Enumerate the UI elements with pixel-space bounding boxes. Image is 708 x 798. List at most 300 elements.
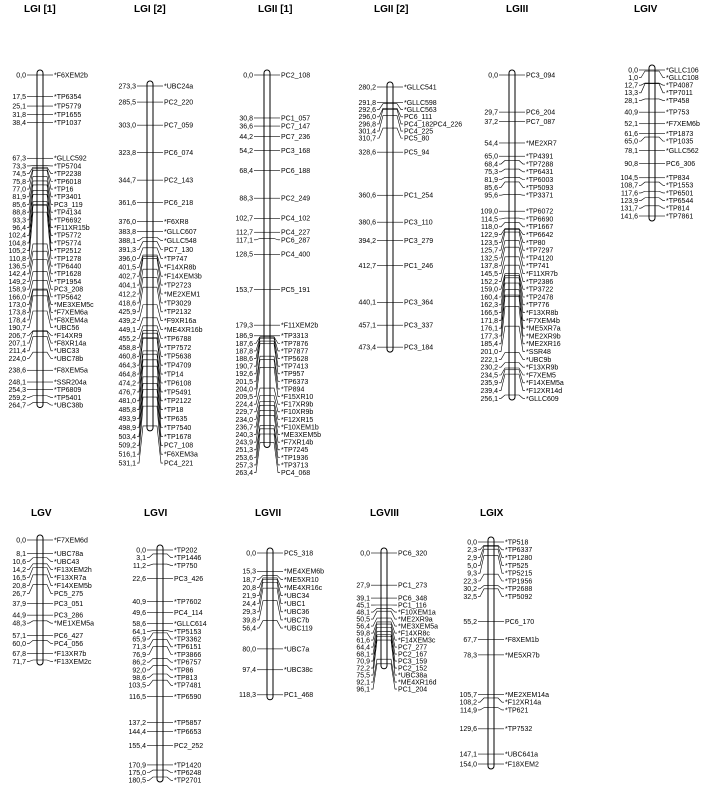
marker-position: 8,1 <box>16 550 26 558</box>
marker-name: *TP6590 <box>174 693 202 701</box>
marker-name: PC4_227 <box>281 229 311 237</box>
marker-position: 39,8 <box>242 617 256 625</box>
marker-position: 190,7 <box>8 325 26 333</box>
marker-name: *GLLC562 <box>666 147 699 155</box>
marker-name: *TP202 <box>174 547 198 555</box>
marker-name: PC7_277 <box>398 644 428 652</box>
marker-name: PC3_094 <box>526 72 556 80</box>
marker-position: 394,2 <box>358 237 376 245</box>
marker-position: 360,6 <box>358 192 376 200</box>
position-connector <box>27 311 37 328</box>
marker-name: *TP776 <box>526 302 550 310</box>
marker-name: *F12XR14d <box>526 387 563 395</box>
marker-position: 75,5 <box>356 672 370 680</box>
marker-position: 222,1 <box>480 356 498 364</box>
marker-position: 116,5 <box>129 693 146 701</box>
marker-position: 206,7 <box>8 332 26 340</box>
marker-name: *TP7540 <box>164 424 192 432</box>
marker-name: PC7_130 <box>164 246 194 254</box>
marker-name: *GLLC607 <box>164 229 197 237</box>
marker-name: *UBC36 <box>284 609 310 617</box>
marker-position: 201,0 <box>480 348 498 356</box>
marker-name: *UBC641a <box>505 751 539 759</box>
marker-name: PC4_182 <box>404 121 434 129</box>
marker-position: 145,5 <box>480 270 498 278</box>
marker-name: *TP1446 <box>174 555 202 563</box>
marker-position: 81,9 <box>484 177 498 185</box>
marker-connector <box>153 305 163 321</box>
marker-name: *TP5774 <box>54 240 82 248</box>
marker-position: 418,6 <box>118 300 136 308</box>
linkage-group-lgii-2 <box>358 4 462 352</box>
marker-name: *F14XEM3b <box>164 273 202 281</box>
marker-position: 154,0 <box>459 761 477 769</box>
marker-position: 402,7 <box>118 273 136 281</box>
marker-name: PC7_147 <box>281 123 311 131</box>
marker-name: *F10XEM1a <box>398 609 436 617</box>
marker-position: 234,0 <box>235 416 253 424</box>
marker-position: 98,6 <box>132 674 146 682</box>
marker-position: 97,4 <box>242 667 256 675</box>
marker-position: 152,2 <box>480 278 498 286</box>
position-connector <box>27 331 37 343</box>
marker-connector <box>273 575 283 579</box>
marker-name: PC2_167 <box>398 651 428 659</box>
marker-position: 404,1 <box>118 282 136 290</box>
marker-name: *UBC9b <box>526 356 552 364</box>
marker-name: *TP6373 <box>281 378 309 386</box>
marker-connector <box>273 621 283 628</box>
group-title: LGVII <box>255 508 282 519</box>
marker-position: 263,4 <box>235 469 253 477</box>
marker-position: 285,5 <box>118 99 136 107</box>
position-connector <box>27 260 37 282</box>
marker-name: *TP6757 <box>174 659 202 667</box>
marker-name: *TP6501 <box>666 190 694 198</box>
marker-position: 0,0 <box>16 537 26 545</box>
marker-position: 118,0 <box>481 224 498 232</box>
marker-name: *TP3713 <box>281 462 309 470</box>
marker-position: 118,3 <box>239 692 256 700</box>
marker-connector <box>494 586 504 589</box>
marker-name: *ME4XR16b <box>164 326 203 334</box>
marker-position: 224,4 <box>235 401 253 409</box>
marker-position: 180,5 <box>128 777 146 785</box>
marker-name: *TP6653 <box>174 728 202 736</box>
marker-name: *F13XR7a <box>54 574 87 582</box>
position-connector <box>371 664 381 689</box>
marker-position: 204,0 <box>235 386 253 394</box>
marker-position: 412,7 <box>358 262 376 270</box>
marker-position: 67,3 <box>12 155 26 163</box>
marker-name: *F11XR15b <box>54 224 90 232</box>
chromosome-bar <box>488 537 494 769</box>
marker-name: *TP1553 <box>666 182 694 190</box>
marker-name: *ME3XEM5b <box>281 431 322 439</box>
marker-position: 80,0 <box>242 646 256 654</box>
marker-name: *TP6337 <box>505 547 533 555</box>
marker-position: 291,8 <box>358 100 376 108</box>
marker-position: 0,0 <box>243 72 253 80</box>
marker-position: 25,1 <box>12 103 26 111</box>
marker-name: PC6_074 <box>164 149 194 157</box>
marker-name: *F8XEM5a <box>54 367 88 375</box>
marker-name: *TP6690 <box>526 216 554 224</box>
marker-name: *TP7877 <box>281 348 309 356</box>
marker-connector <box>655 198 665 201</box>
marker-position: 187,8 <box>235 348 253 356</box>
marker-name: *TP6151 <box>174 644 202 652</box>
position-connector <box>254 238 264 239</box>
position-connector <box>257 621 267 628</box>
marker-position: 280,2 <box>358 84 376 92</box>
marker-name: *UBC38c <box>284 667 313 675</box>
marker-position: 0,0 <box>467 539 477 547</box>
marker-connector <box>163 658 173 662</box>
marker-connector <box>43 331 53 343</box>
position-connector <box>27 558 37 562</box>
marker-position: 131,7 <box>620 205 638 213</box>
marker-position: 76,9 <box>132 651 146 659</box>
marker-connector <box>515 295 525 328</box>
marker-name: PC1_246 <box>404 262 434 270</box>
marker-name: PC7_108 <box>164 442 194 450</box>
marker-name: *ME3XEM5a <box>398 623 439 631</box>
marker-position: 254,3 <box>8 387 26 395</box>
marker-position: 109,0 <box>480 208 498 216</box>
marker-name: *TP3029 <box>164 300 192 308</box>
marker-position: 85,6 <box>12 201 26 209</box>
marker-name: *F7XR14b <box>281 439 314 447</box>
marker-position: 159,0 <box>480 286 498 294</box>
marker-name: PC3_110 <box>404 219 433 227</box>
marker-name: *TP6018 <box>54 178 82 186</box>
linkage-group-lgix <box>459 508 549 769</box>
marker-position: 473,4 <box>358 344 376 352</box>
marker-name: *TP957 <box>281 371 305 379</box>
marker-name: *TP1873 <box>666 130 694 138</box>
marker-name: *TP7297 <box>526 247 554 255</box>
marker-name: *UBC33 <box>54 348 80 356</box>
marker-connector <box>494 698 504 702</box>
marker-name: *TP3362 <box>174 636 202 644</box>
marker-connector <box>494 555 504 573</box>
marker-position: 21,9 <box>242 593 256 601</box>
group-title: LGI [2] <box>134 4 166 15</box>
position-connector <box>27 660 37 661</box>
position-connector <box>137 278 147 303</box>
marker-connector <box>515 374 525 390</box>
marker-name: *TP6354 <box>54 94 82 102</box>
marker-position: 256,1 <box>480 395 498 403</box>
marker-name: *F13XR9b <box>526 364 559 372</box>
marker-name: *TP750 <box>174 562 198 570</box>
marker-name: *TP7861 <box>666 213 694 221</box>
marker-name: *F12XR15 <box>281 416 314 424</box>
marker-connector <box>43 660 53 661</box>
position-connector <box>27 251 37 274</box>
marker-name: *F18XEM2 <box>505 761 539 769</box>
marker-name: *F10XEM1b <box>281 424 319 432</box>
marker-position: 68,4 <box>239 167 253 175</box>
marker-name: PC3_208 <box>54 286 84 294</box>
marker-position: 78,3 <box>463 652 477 660</box>
marker-name: *TP6544 <box>666 197 694 205</box>
marker-connector <box>515 218 525 219</box>
position-connector <box>478 574 488 581</box>
marker-position: 185,4 <box>480 341 498 349</box>
position-connector <box>147 658 157 662</box>
marker-name: *TP7572 <box>164 344 192 352</box>
marker-position: 449,1 <box>118 326 136 334</box>
marker-name: PC3_364 <box>404 299 434 307</box>
marker-name: *TP525 <box>505 562 529 570</box>
marker-position: 328,6 <box>358 149 376 157</box>
marker-position: 110,8 <box>9 255 26 263</box>
marker-name: *F7XEM4b <box>526 317 560 325</box>
position-connector <box>499 363 509 368</box>
marker-connector <box>43 640 53 643</box>
marker-position: 96,1 <box>356 686 370 694</box>
marker-name: *GLLC108 <box>666 75 699 82</box>
marker-name: *TP621 <box>505 707 529 715</box>
marker-position: 234,5 <box>480 372 498 380</box>
marker-position: 22,3 <box>463 578 477 586</box>
marker-name: PC7_059 <box>164 122 194 130</box>
marker-connector <box>43 244 53 266</box>
marker-position: 129,6 <box>459 726 477 734</box>
group-title: LGII [1] <box>258 4 293 15</box>
marker-position: 71,7 <box>12 658 26 666</box>
marker-connector <box>163 640 173 647</box>
chromosome-bar <box>157 545 163 782</box>
marker-name: PC3_337 <box>404 322 434 330</box>
marker-name: *F7XEM6d <box>54 537 88 545</box>
marker-connector <box>43 260 53 282</box>
marker-connector <box>515 194 525 195</box>
marker-position: 64,4 <box>356 644 370 652</box>
marker-connector <box>163 564 173 565</box>
marker-name: *TP458 <box>666 97 690 105</box>
marker-name: *F14XR9 <box>54 332 83 340</box>
marker-position: 68,4 <box>484 161 498 169</box>
marker-name: PC6_111 <box>404 114 433 122</box>
marker-position: 476,7 <box>118 389 136 397</box>
marker-name: PC1_254 <box>404 192 434 200</box>
marker-name: *TP1278 <box>54 255 82 263</box>
marker-position: 12,7 <box>624 82 638 90</box>
marker-position: 292,6 <box>358 107 376 115</box>
marker-name: PC4_221 <box>164 460 194 468</box>
marker-position: 171,8 <box>480 317 498 325</box>
marker-name: PC2_220 <box>164 99 194 107</box>
marker-position: 72,2 <box>356 665 370 673</box>
marker-name: *ME2XR16 <box>526 341 561 349</box>
marker-name: PC2_252 <box>174 742 204 750</box>
marker-position: 56,4 <box>242 625 256 633</box>
marker-name: *F12XR14a <box>505 699 542 707</box>
marker-position: 301,4 <box>358 128 376 136</box>
marker-connector <box>494 546 504 557</box>
linkage-group-lgv <box>12 508 94 666</box>
marker-position: 0,0 <box>16 72 26 80</box>
marker-position: 344,7 <box>118 177 136 185</box>
marker-name: PC4_102 <box>281 215 311 223</box>
marker-position: 15,3 <box>242 568 256 576</box>
marker-position: 474,2 <box>118 380 136 388</box>
marker-connector <box>153 269 163 294</box>
marker-position: 123,9 <box>620 197 638 205</box>
marker-position: 516,1 <box>118 451 136 459</box>
marker-position: 16,5 <box>12 574 26 582</box>
marker-position: 114,5 <box>481 216 498 224</box>
marker-position: 142,4 <box>8 271 26 279</box>
marker-position: 50,5 <box>356 616 370 624</box>
marker-position: 323,8 <box>118 149 136 157</box>
marker-name: *TP6431 <box>526 169 554 177</box>
marker-name: *UBC7b <box>284 617 310 625</box>
marker-position: 85,6 <box>484 184 498 192</box>
marker-name: PC3_184 <box>404 344 434 352</box>
marker-name: *UBC1 <box>284 601 306 609</box>
position-connector <box>499 326 509 351</box>
marker-connector <box>393 116 403 131</box>
position-connector <box>27 403 37 406</box>
marker-name: PC4_114 <box>174 609 203 617</box>
marker-name: PC5_80 <box>404 135 430 143</box>
marker-name: *F7XEM6b <box>666 121 700 129</box>
position-connector <box>27 396 37 398</box>
marker-name: *TP2386 <box>526 278 554 286</box>
marker-position: 493,9 <box>118 415 136 423</box>
position-connector <box>147 564 157 565</box>
marker-connector <box>43 311 53 328</box>
marker-position: 192,6 <box>235 371 253 379</box>
position-connector <box>371 608 381 612</box>
marker-position: 509,2 <box>118 442 136 450</box>
marker-position: 144,4 <box>128 728 146 736</box>
marker-position: 235,9 <box>480 380 498 388</box>
marker-name: *F8XEM1b <box>505 636 539 644</box>
marker-position: 376,0 <box>118 218 136 226</box>
marker-name: *TP2122 <box>164 398 192 406</box>
marker-name: PC3_051 <box>54 600 84 608</box>
position-connector <box>499 241 509 258</box>
group-title: LGIV <box>634 4 658 15</box>
position-connector <box>27 568 37 578</box>
chromosome-bar <box>264 70 270 448</box>
marker-position: 78,1 <box>624 147 638 155</box>
marker-name: *F10XR9b <box>281 409 314 417</box>
marker-name: *F13XR7b <box>54 650 87 658</box>
marker-position: 57,1 <box>12 632 26 640</box>
marker-connector <box>43 403 53 406</box>
group-title: LGVI <box>144 508 168 519</box>
marker-name: *TP7288 <box>526 161 554 169</box>
marker-position: 188,6 <box>235 355 253 363</box>
marker-position: 73,3 <box>12 163 26 171</box>
chromosome-bar <box>37 535 43 665</box>
marker-position: 122,9 <box>480 231 498 239</box>
marker-position: 396,0 <box>118 255 136 263</box>
marker-name: *TP3371 <box>526 192 554 200</box>
marker-position: 0,0 <box>628 67 638 75</box>
position-connector <box>499 370 509 383</box>
marker-name: *TP7481 <box>174 682 202 690</box>
marker-name: *ME5XR7b <box>505 652 540 660</box>
marker-position: 67,8 <box>12 650 26 658</box>
marker-position: 211,4 <box>9 348 26 356</box>
marker-position: 187,6 <box>235 340 253 348</box>
marker-position: 40,9 <box>624 109 638 117</box>
position-connector <box>478 589 488 597</box>
marker-position: 58,6 <box>132 621 146 629</box>
position-connector <box>137 305 147 321</box>
marker-connector <box>393 128 403 138</box>
marker-name: *ME3XEM5c <box>54 301 94 309</box>
marker-name: PC3_286 <box>54 612 84 620</box>
marker-name: *TP6003 <box>526 177 554 185</box>
marker-name: *TP5092 <box>505 594 533 601</box>
marker-name: *TP5704 <box>54 163 82 171</box>
marker-position: 61,6 <box>356 637 370 645</box>
marker-position: 3,1 <box>136 555 146 563</box>
marker-position: 179,3 <box>235 322 253 330</box>
marker-name: PC6_170 <box>505 618 535 626</box>
marker-name: *TP7602 <box>174 598 202 606</box>
marker-connector <box>270 238 280 239</box>
marker-connector <box>43 585 53 594</box>
marker-connector <box>43 621 53 623</box>
marker-name: *TP1037 <box>54 119 82 127</box>
marker-position: 310,7 <box>358 135 376 143</box>
position-connector <box>499 295 509 328</box>
marker-name: *TP747 <box>164 255 188 263</box>
marker-position: 160,4 <box>480 294 498 302</box>
marker-position: 273,3 <box>118 83 136 91</box>
marker-position: 20,8 <box>242 584 256 592</box>
marker-name: *TP4120 <box>526 255 554 263</box>
position-connector <box>147 554 157 558</box>
marker-connector <box>655 182 665 185</box>
marker-name: *GLLC609 <box>526 395 559 403</box>
marker-connector <box>515 241 525 258</box>
position-connector <box>639 137 649 141</box>
marker-position: 207,1 <box>8 340 26 348</box>
marker-name: *TP6440 <box>54 263 82 271</box>
position-connector <box>478 586 488 589</box>
marker-name: *TP518 <box>505 539 529 547</box>
marker-name: *TP4087 <box>666 82 694 90</box>
marker-name: *TP5772 <box>54 232 82 240</box>
marker-name: *TP5215 <box>505 570 533 578</box>
marker-position: 104,5 <box>620 175 638 183</box>
marker-connector <box>163 554 173 558</box>
position-connector <box>639 99 649 100</box>
marker-name: *TP7532 <box>505 726 533 734</box>
group-title: LGI [1] <box>24 4 56 15</box>
marker-connector <box>163 647 173 655</box>
marker-name: *F7XEM6a <box>54 309 88 317</box>
position-connector <box>499 374 509 390</box>
marker-connector <box>43 558 53 562</box>
position-connector <box>27 352 37 358</box>
marker-position: 1,0 <box>628 75 638 82</box>
marker-name: *TP5628 <box>281 355 309 363</box>
marker-name: *F7XEM5 <box>526 372 556 380</box>
marker-position: 177,3 <box>480 333 498 341</box>
position-connector <box>639 206 649 208</box>
